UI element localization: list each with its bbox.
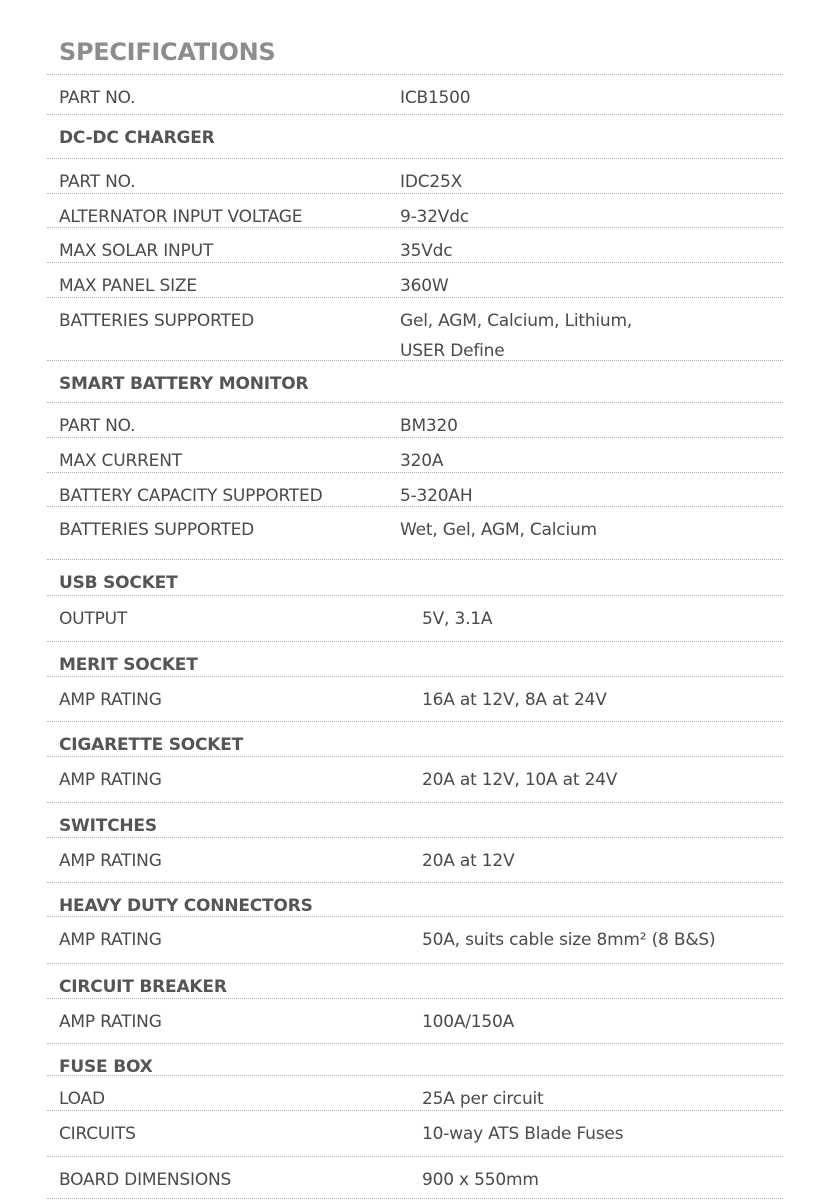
spec-row	[47, 74, 783, 112]
spec-label: AMP RATING	[59, 1012, 162, 1032]
spec-row	[47, 1110, 783, 1156]
spec-value: 9-32Vdc	[400, 207, 469, 227]
spec-row	[47, 998, 783, 1043]
spec-label: PART NO.	[59, 416, 136, 436]
spec-value: 5-320AH	[400, 486, 473, 506]
spec-row	[47, 916, 783, 963]
section-title: CIRCUIT BREAKER	[59, 977, 227, 997]
section-header-row	[47, 641, 783, 676]
spec-value: 10-way ATS Blade Fuses	[422, 1124, 624, 1144]
spec-label: OUTPUT	[59, 609, 128, 629]
spec-label: LOAD	[59, 1089, 105, 1109]
section-header-row	[47, 963, 783, 998]
spec-label: MAX PANEL SIZE	[59, 276, 197, 296]
section-header-row	[47, 721, 783, 756]
spec-value	[400, 306, 632, 366]
spec-value: 900 x 550mm	[422, 1170, 539, 1190]
section-title: MERIT SOCKET	[59, 655, 198, 675]
spec-value: 100A/150A	[422, 1012, 515, 1032]
section-title: DC-DC CHARGER	[59, 128, 215, 148]
spec-label: PART NO.	[59, 88, 136, 108]
spec-row	[47, 595, 783, 641]
spec-row	[47, 472, 783, 506]
spec-row	[47, 676, 783, 721]
spec-row	[47, 227, 783, 262]
section-title: USB SOCKET	[59, 573, 178, 593]
section-title: SMART BATTERY MONITOR	[59, 374, 309, 394]
spec-label: AMP RATING	[59, 851, 162, 871]
spec-label: AMP RATING	[59, 770, 162, 790]
section-header-row	[47, 802, 783, 837]
spec-row	[47, 506, 783, 559]
spec-value: BM320	[400, 416, 458, 436]
spec-row	[47, 193, 783, 227]
spec-row	[47, 437, 783, 472]
spec-value: 50A, suits cable size 8mm² (8 B&S)	[422, 930, 716, 950]
spec-row	[47, 158, 783, 192]
spec-label: MAX CURRENT	[59, 451, 182, 471]
spec-label: MAX SOLAR INPUT	[59, 241, 214, 261]
spec-value-line: USER Define	[400, 341, 505, 361]
spec-value-line: Gel, AGM, Calcium, Lithium,	[400, 311, 633, 331]
spec-value: 360W	[400, 276, 449, 296]
section-title: FUSE BOX	[59, 1057, 153, 1077]
spec-value: ICB1500	[400, 88, 471, 108]
section-header-row	[47, 114, 783, 158]
section-title: HEAVY DUTY CONNECTORS	[59, 896, 313, 916]
spec-value: 20A at 12V	[422, 851, 515, 871]
spec-value: 16A at 12V, 8A at 24V	[422, 690, 607, 710]
spec-label: AMP RATING	[59, 690, 162, 710]
spec-value: 25A per circuit	[422, 1089, 544, 1109]
spec-label: CIRCUITS	[59, 1124, 136, 1144]
spec-label: BATTERIES SUPPORTED	[59, 520, 255, 540]
spec-value: IDC25X	[400, 172, 463, 192]
spec-label: PART NO.	[59, 172, 136, 192]
section-title: SWITCHES	[59, 816, 157, 836]
spec-value: Wet, Gel, AGM, Calcium	[400, 520, 597, 540]
spec-row	[47, 756, 783, 802]
spec-value: 35Vdc	[400, 241, 453, 261]
spec-label: ALTERNATOR INPUT VOLTAGE	[59, 207, 303, 227]
section-title: CIGARETTE SOCKET	[59, 735, 244, 755]
spec-value: 320A	[400, 451, 444, 471]
spec-label: BATTERY CAPACITY SUPPORTED	[59, 486, 323, 506]
spec-label: BOARD DIMENSIONS	[59, 1170, 232, 1190]
spec-label: AMP RATING	[59, 930, 162, 950]
section-header-row	[47, 882, 783, 916]
page-title: SPECIFICATIONS	[59, 38, 276, 66]
spec-row	[47, 297, 783, 360]
section-header-row	[47, 360, 783, 402]
spec-value: 5V, 3.1A	[422, 609, 493, 629]
section-header-row	[47, 1043, 783, 1075]
spec-row	[47, 837, 783, 882]
spec-row	[47, 1075, 783, 1110]
spec-row	[47, 262, 783, 297]
spec-row	[47, 1156, 783, 1199]
section-header-row	[47, 559, 783, 595]
spec-value: 20A at 12V, 10A at 24V	[422, 770, 618, 790]
spec-label: BATTERIES SUPPORTED	[59, 311, 255, 331]
spec-row	[47, 402, 783, 437]
